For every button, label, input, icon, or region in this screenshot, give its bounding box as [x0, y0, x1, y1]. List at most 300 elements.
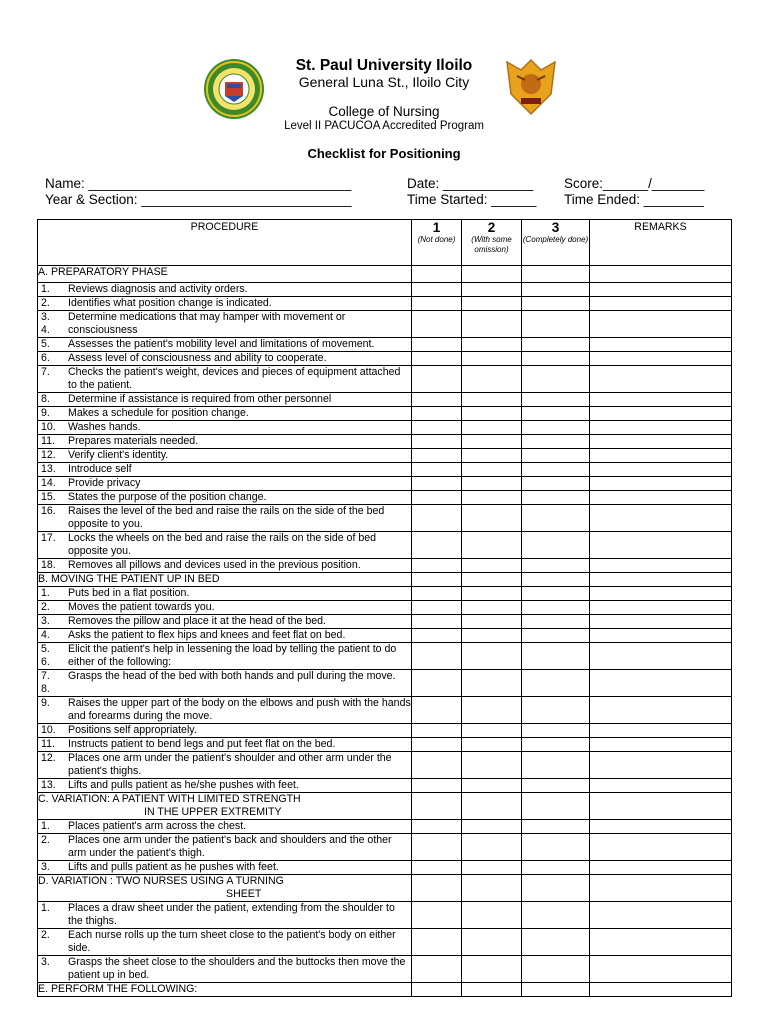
score-2-cell[interactable] [462, 601, 522, 615]
table-row [38, 477, 732, 491]
remarks-cell[interactable] [590, 311, 732, 338]
procedure-step-content [38, 738, 411, 751]
step-text: Elicit the patient's help in lessening the load by telling the patient to do either of the following: [68, 643, 397, 668]
procedure-step [38, 587, 412, 601]
score-3-cell[interactable] [522, 834, 590, 861]
step-number: 9. [41, 407, 50, 419]
score-1-cell[interactable] [412, 366, 462, 393]
remarks-cell[interactable] [590, 421, 732, 435]
step-number: 1. [41, 820, 50, 832]
score-1-cell[interactable] [412, 697, 462, 724]
remarks-cell[interactable] [590, 601, 732, 615]
procedure-step [38, 366, 412, 393]
score-2-cell[interactable] [462, 738, 522, 752]
remarks-cell[interactable] [590, 724, 732, 738]
remarks-cell[interactable] [590, 477, 732, 491]
table-row [38, 820, 732, 834]
procedure-step-content [38, 956, 411, 982]
section-title [38, 266, 412, 283]
step-text: Locks the wheels on the bed and raise the rails on the side of bed opposite you. [68, 532, 377, 557]
procedure-step [38, 559, 412, 573]
remarks-cell[interactable] [590, 352, 732, 366]
university-name: St. Paul University Iloilo [295, 57, 473, 74]
section-title-line: C. VARIATION: A PATIENT WITH LIMITED STRENGTH [38, 793, 301, 805]
step-number: 3. 4. [41, 311, 50, 336]
table-row [38, 643, 732, 670]
step-text: Reviews diagnosis and activity orders. [68, 283, 248, 295]
remarks-cell[interactable] [590, 505, 732, 532]
remarks-cell[interactable] [590, 559, 732, 573]
score-3-cell[interactable] [522, 352, 590, 366]
step-text: Prepares materials needed. [68, 435, 199, 447]
score-1-cell[interactable] [412, 902, 462, 929]
score-2-cell[interactable] [462, 875, 522, 902]
remarks-cell[interactable] [590, 297, 732, 311]
table-row [38, 670, 732, 697]
score-2-cell[interactable] [462, 559, 522, 573]
table-row [38, 834, 732, 861]
score-3-cell[interactable] [522, 283, 590, 297]
step-text: Introduce self [68, 463, 132, 475]
step-text: Positions self appropriately. [68, 724, 197, 736]
year-section-field: Year & Section: ____________________________ [45, 192, 352, 207]
procedure-step [38, 532, 412, 559]
score-1-cell[interactable] [412, 449, 462, 463]
remarks-cell[interactable] [590, 615, 732, 629]
document-title: Checklist for Positioning [307, 146, 461, 161]
procedure-step [38, 393, 412, 407]
score-2-cell[interactable] [462, 861, 522, 875]
score-1-cell[interactable] [412, 573, 462, 587]
score-3-cell[interactable] [522, 266, 590, 283]
procedure-step [38, 929, 412, 956]
procedure-step-content [38, 283, 411, 296]
score-1-cell[interactable] [412, 983, 462, 997]
score-3-cell[interactable] [522, 983, 590, 997]
step-text: Assesses the patient's mobility level and limitations of movement. [68, 338, 375, 350]
remarks-cell[interactable] [590, 266, 732, 283]
score-2-cell[interactable] [462, 615, 522, 629]
score-1-cell[interactable] [412, 820, 462, 834]
procedure-step [38, 407, 412, 421]
score-2-cell[interactable] [462, 407, 522, 421]
step-text: Moves the patient towards you. [68, 601, 215, 613]
step-text: States the purpose of the position change. [68, 491, 267, 503]
table-row [38, 902, 732, 929]
score-3-cell[interactable] [522, 601, 590, 615]
score-1-column-header [412, 220, 462, 266]
table-row [38, 629, 732, 643]
step-number: 13. [41, 779, 56, 791]
step-number: 3. [41, 615, 50, 627]
score-1-cell[interactable] [412, 601, 462, 615]
score-3-cell[interactable] [522, 532, 590, 559]
score-1-cell[interactable] [412, 435, 462, 449]
section-header-row [38, 875, 732, 902]
score-2-cell[interactable] [462, 929, 522, 956]
score-3-cell[interactable] [522, 738, 590, 752]
section-title [38, 793, 412, 820]
score-1-cell[interactable] [412, 283, 462, 297]
procedure-step [38, 956, 412, 983]
procedure-step [38, 615, 412, 629]
remarks-cell[interactable] [590, 491, 732, 505]
step-number: 11. [41, 435, 55, 447]
procedure-step [38, 297, 412, 311]
score-3-cell[interactable] [522, 421, 590, 435]
remarks-cell[interactable] [590, 929, 732, 956]
table-row [38, 407, 732, 421]
procedure-step-content [38, 505, 411, 531]
score-3-cell[interactable] [522, 491, 590, 505]
score-3-cell[interactable] [522, 820, 590, 834]
remarks-column-header: REMARKS [590, 220, 732, 266]
score-3-column-header [522, 220, 590, 266]
score-3-cell[interactable] [522, 956, 590, 983]
score-3-cell[interactable] [522, 643, 590, 670]
step-text: Places a draw sheet under the patient, extending from the shoulder to the thighs. [68, 902, 395, 927]
remarks-cell[interactable] [590, 983, 732, 997]
score-3-cell[interactable] [522, 902, 590, 929]
score-2-cell[interactable] [462, 779, 522, 793]
score-3-number: 3 [551, 220, 560, 235]
procedure-step [38, 505, 412, 532]
score-3-cell[interactable] [522, 338, 590, 352]
step-number: 8. [41, 393, 50, 405]
section-header-row [38, 266, 732, 283]
score-1-cell[interactable] [412, 532, 462, 559]
score-1-cell[interactable] [412, 338, 462, 352]
remarks-cell[interactable] [590, 629, 732, 643]
score-1-cell[interactable] [412, 505, 462, 532]
document-header [0, 0, 768, 170]
table-row [38, 311, 732, 338]
score-3-cell[interactable] [522, 670, 590, 697]
remarks-cell[interactable] [590, 779, 732, 793]
procedure-step [38, 435, 412, 449]
procedure-step-content [38, 861, 411, 874]
score-2-cell[interactable] [462, 573, 522, 587]
score-3-cell[interactable] [522, 311, 590, 338]
step-text: Makes a schedule for position change. [68, 407, 249, 419]
score-2-cell[interactable] [462, 463, 522, 477]
step-text: Places patient's arm across the chest. [68, 820, 247, 832]
procedure-step [38, 820, 412, 834]
table-row [38, 338, 732, 352]
procedure-step-content [38, 407, 411, 420]
score-1-cell[interactable] [412, 779, 462, 793]
remarks-cell[interactable] [590, 573, 732, 587]
score-3-cell[interactable] [522, 587, 590, 601]
procedure-step-content [38, 393, 411, 406]
remarks-cell[interactable] [590, 449, 732, 463]
score-2-cell[interactable] [462, 449, 522, 463]
step-number: 2. [41, 601, 50, 613]
step-text: Washes hands. [68, 421, 141, 433]
score-2-cell[interactable] [462, 505, 522, 532]
table-row [38, 559, 732, 573]
remarks-cell[interactable] [590, 670, 732, 697]
time-ended-field: Time Ended: ________ [564, 192, 704, 207]
score-1-cell[interactable] [412, 629, 462, 643]
procedure-step-content [38, 311, 411, 337]
score-2-cell[interactable] [462, 983, 522, 997]
table-row [38, 352, 732, 366]
score-2-cell[interactable] [462, 338, 522, 352]
table-header-row [38, 220, 732, 266]
score-2-cell[interactable] [462, 393, 522, 407]
procedure-step-content [38, 670, 411, 696]
score-1-cell[interactable] [412, 670, 462, 697]
table-row [38, 532, 732, 559]
remarks-cell[interactable] [590, 738, 732, 752]
step-number: 7. 8. [41, 670, 50, 695]
remarks-cell[interactable] [590, 861, 732, 875]
table-row [38, 615, 732, 629]
remarks-cell[interactable] [590, 532, 732, 559]
score-3-cell[interactable] [522, 697, 590, 724]
score-1-cell[interactable] [412, 311, 462, 338]
procedure-step-content [38, 629, 411, 642]
section-title-line: IN THE UPPER EXTREMITY [144, 806, 282, 818]
score-3-cell[interactable] [522, 724, 590, 738]
score-3-cell[interactable] [522, 407, 590, 421]
score-1-cell[interactable] [412, 752, 462, 779]
procedure-step-content [38, 449, 411, 462]
score-3-cell[interactable] [522, 875, 590, 902]
procedure-step [38, 463, 412, 477]
score-3-cell[interactable] [522, 615, 590, 629]
step-number: 16. [41, 505, 56, 517]
score-1-cell[interactable] [412, 615, 462, 629]
step-number: 12. [41, 449, 56, 461]
score-1-number: 1 [432, 220, 441, 235]
procedure-step-content [38, 559, 411, 572]
step-text: Checks the patient's weight, devices and pieces of equipment attached to the patient. [68, 366, 401, 391]
step-number: 1. [41, 587, 50, 599]
score-2-cell[interactable] [462, 697, 522, 724]
score-1-cell[interactable] [412, 421, 462, 435]
score-2-number: 2 [487, 220, 496, 235]
score-2-cell[interactable] [462, 477, 522, 491]
table-row [38, 956, 732, 983]
score-1-cell[interactable] [412, 834, 462, 861]
remarks-cell[interactable] [590, 643, 732, 670]
table-row [38, 587, 732, 601]
procedure-step-content [38, 615, 411, 628]
remarks-cell[interactable] [590, 820, 732, 834]
score-3-cell[interactable] [522, 477, 590, 491]
score-2-cell[interactable] [462, 297, 522, 311]
table-row [38, 491, 732, 505]
procedure-step [38, 738, 412, 752]
score-3-cell[interactable] [522, 929, 590, 956]
step-text: Each nurse rolls up the turn sheet close to the patient's body on either side. [68, 929, 396, 954]
procedure-step [38, 477, 412, 491]
score-3-cell[interactable] [522, 861, 590, 875]
score-2-cell[interactable] [462, 366, 522, 393]
procedure-step-content [38, 752, 411, 778]
score-3-cell[interactable] [522, 793, 590, 820]
remarks-cell[interactable] [590, 283, 732, 297]
step-number: 13. [41, 463, 56, 475]
procedure-step-content [38, 697, 411, 723]
remarks-cell[interactable] [590, 902, 732, 929]
score-2-cell[interactable] [462, 629, 522, 643]
procedure-step [38, 421, 412, 435]
procedure-step-content [38, 491, 411, 504]
score-1-cell[interactable] [412, 643, 462, 670]
score-1-cell[interactable] [412, 738, 462, 752]
score-1-cell[interactable] [412, 266, 462, 283]
remarks-cell[interactable] [590, 834, 732, 861]
procedure-step-content [38, 421, 411, 434]
procedure-checklist-table [37, 219, 732, 997]
score-3-cell[interactable] [522, 559, 590, 573]
step-text: Instructs patient to bend legs and put feet flat on the bed. [68, 738, 336, 750]
score-2-cell[interactable] [462, 352, 522, 366]
score-3-cell[interactable] [522, 297, 590, 311]
step-text: Places one arm under the patient's back and shoulders and the other arm under the patient's thigh. [68, 834, 392, 859]
score-3-cell[interactable] [522, 505, 590, 532]
score-2-column-header [462, 220, 522, 266]
score-2-cell[interactable] [462, 435, 522, 449]
score-2-cell[interactable] [462, 724, 522, 738]
step-number: 15. [41, 491, 56, 503]
remarks-cell[interactable] [590, 338, 732, 352]
score-1-cell[interactable] [412, 956, 462, 983]
step-number: 6. [41, 352, 50, 364]
score-2-cell[interactable] [462, 752, 522, 779]
score-2-cell[interactable] [462, 820, 522, 834]
procedure-step [38, 601, 412, 615]
step-number: 2. [41, 834, 50, 846]
procedure-step-content [38, 587, 411, 600]
score-2-cell[interactable] [462, 491, 522, 505]
remarks-cell[interactable] [590, 752, 732, 779]
procedure-step-content [38, 929, 411, 955]
step-text: Identifies what position change is indicated. [68, 297, 272, 309]
step-number: 2. [41, 929, 50, 941]
score-1-cell[interactable] [412, 559, 462, 573]
time-started-field: Time Started: ______ [407, 192, 537, 207]
score-3-cell[interactable] [522, 573, 590, 587]
score-1-cell[interactable] [412, 477, 462, 491]
score-2-cell[interactable] [462, 956, 522, 983]
score-2-cell[interactable] [462, 643, 522, 670]
score-1-cell[interactable] [412, 875, 462, 902]
score-2-cell[interactable] [462, 311, 522, 338]
table-row [38, 929, 732, 956]
step-text: Places one arm under the patient's shoulder and other arm under the patient's thighs. [68, 752, 392, 777]
remarks-cell[interactable] [590, 366, 732, 393]
section-title-line: B. MOVING THE PATIENT UP IN BED [38, 573, 220, 585]
step-text: Verify client's identity. [68, 449, 169, 461]
score-2-cell[interactable] [462, 670, 522, 697]
step-text: Lifts and pulls patient as he/she pushes with feet. [68, 779, 299, 791]
score-1-cell[interactable] [412, 587, 462, 601]
step-number: 7. [41, 366, 50, 378]
score-1-cell[interactable] [412, 407, 462, 421]
remarks-cell[interactable] [590, 587, 732, 601]
section-header-row [38, 793, 732, 820]
table-row [38, 738, 732, 752]
section-title-line: D. VARIATION : TWO NURSES USING A TURNING [38, 875, 284, 887]
remarks-cell[interactable] [590, 463, 732, 477]
score-2-cell[interactable] [462, 421, 522, 435]
score-1-cell[interactable] [412, 463, 462, 477]
score-1-cell[interactable] [412, 929, 462, 956]
table-row [38, 463, 732, 477]
score-1-cell[interactable] [412, 724, 462, 738]
score-3-cell[interactable] [522, 463, 590, 477]
step-number: 3. [41, 861, 50, 873]
table-row [38, 752, 732, 779]
score-1-cell[interactable] [412, 491, 462, 505]
score-2-cell[interactable] [462, 834, 522, 861]
score-field: Score:______/_______ [564, 176, 705, 191]
remarks-cell[interactable] [590, 875, 732, 902]
procedure-step [38, 779, 412, 793]
score-1-cell[interactable] [412, 352, 462, 366]
score-1-cell[interactable] [412, 861, 462, 875]
score-2-cell[interactable] [462, 283, 522, 297]
procedure-step-content [38, 820, 411, 833]
procedure-step-content [38, 477, 411, 490]
procedure-step-content [38, 435, 411, 448]
table-row [38, 861, 732, 875]
score-2-cell[interactable] [462, 532, 522, 559]
score-1-cell[interactable] [412, 297, 462, 311]
procedure-step-content [38, 338, 411, 351]
remarks-cell[interactable] [590, 697, 732, 724]
step-text: Determine if assistance is required from other personnel [68, 393, 332, 405]
procedure-step [38, 834, 412, 861]
remarks-cell[interactable] [590, 435, 732, 449]
remarks-cell[interactable] [590, 393, 732, 407]
score-2-cell[interactable] [462, 793, 522, 820]
section-title-line: E. PERFORM THE FOLLOWING: [38, 983, 198, 995]
remarks-cell[interactable] [590, 793, 732, 820]
score-3-cell[interactable] [522, 779, 590, 793]
score-3-cell[interactable] [522, 366, 590, 393]
procedure-step [38, 311, 412, 338]
procedure-step [38, 283, 412, 297]
remarks-cell[interactable] [590, 407, 732, 421]
section-title [38, 573, 412, 587]
score-3-cell[interactable] [522, 449, 590, 463]
score-3-cell[interactable] [522, 629, 590, 643]
score-3-cell[interactable] [522, 752, 590, 779]
score-3-cell[interactable] [522, 435, 590, 449]
university-address: General Luna St., Iloilo City [298, 74, 470, 90]
remarks-cell[interactable] [590, 956, 732, 983]
score-2-cell[interactable] [462, 902, 522, 929]
table-row [38, 435, 732, 449]
procedure-step [38, 629, 412, 643]
table-row [38, 283, 732, 297]
score-2-cell[interactable] [462, 587, 522, 601]
table-row [38, 421, 732, 435]
score-1-cell[interactable] [412, 393, 462, 407]
score-3-cell[interactable] [522, 393, 590, 407]
score-1-label: (Not done) [417, 235, 456, 244]
procedure-step [38, 724, 412, 738]
procedure-step [38, 697, 412, 724]
score-1-cell[interactable] [412, 793, 462, 820]
score-2-cell[interactable] [462, 266, 522, 283]
step-number: 17. [41, 532, 56, 544]
